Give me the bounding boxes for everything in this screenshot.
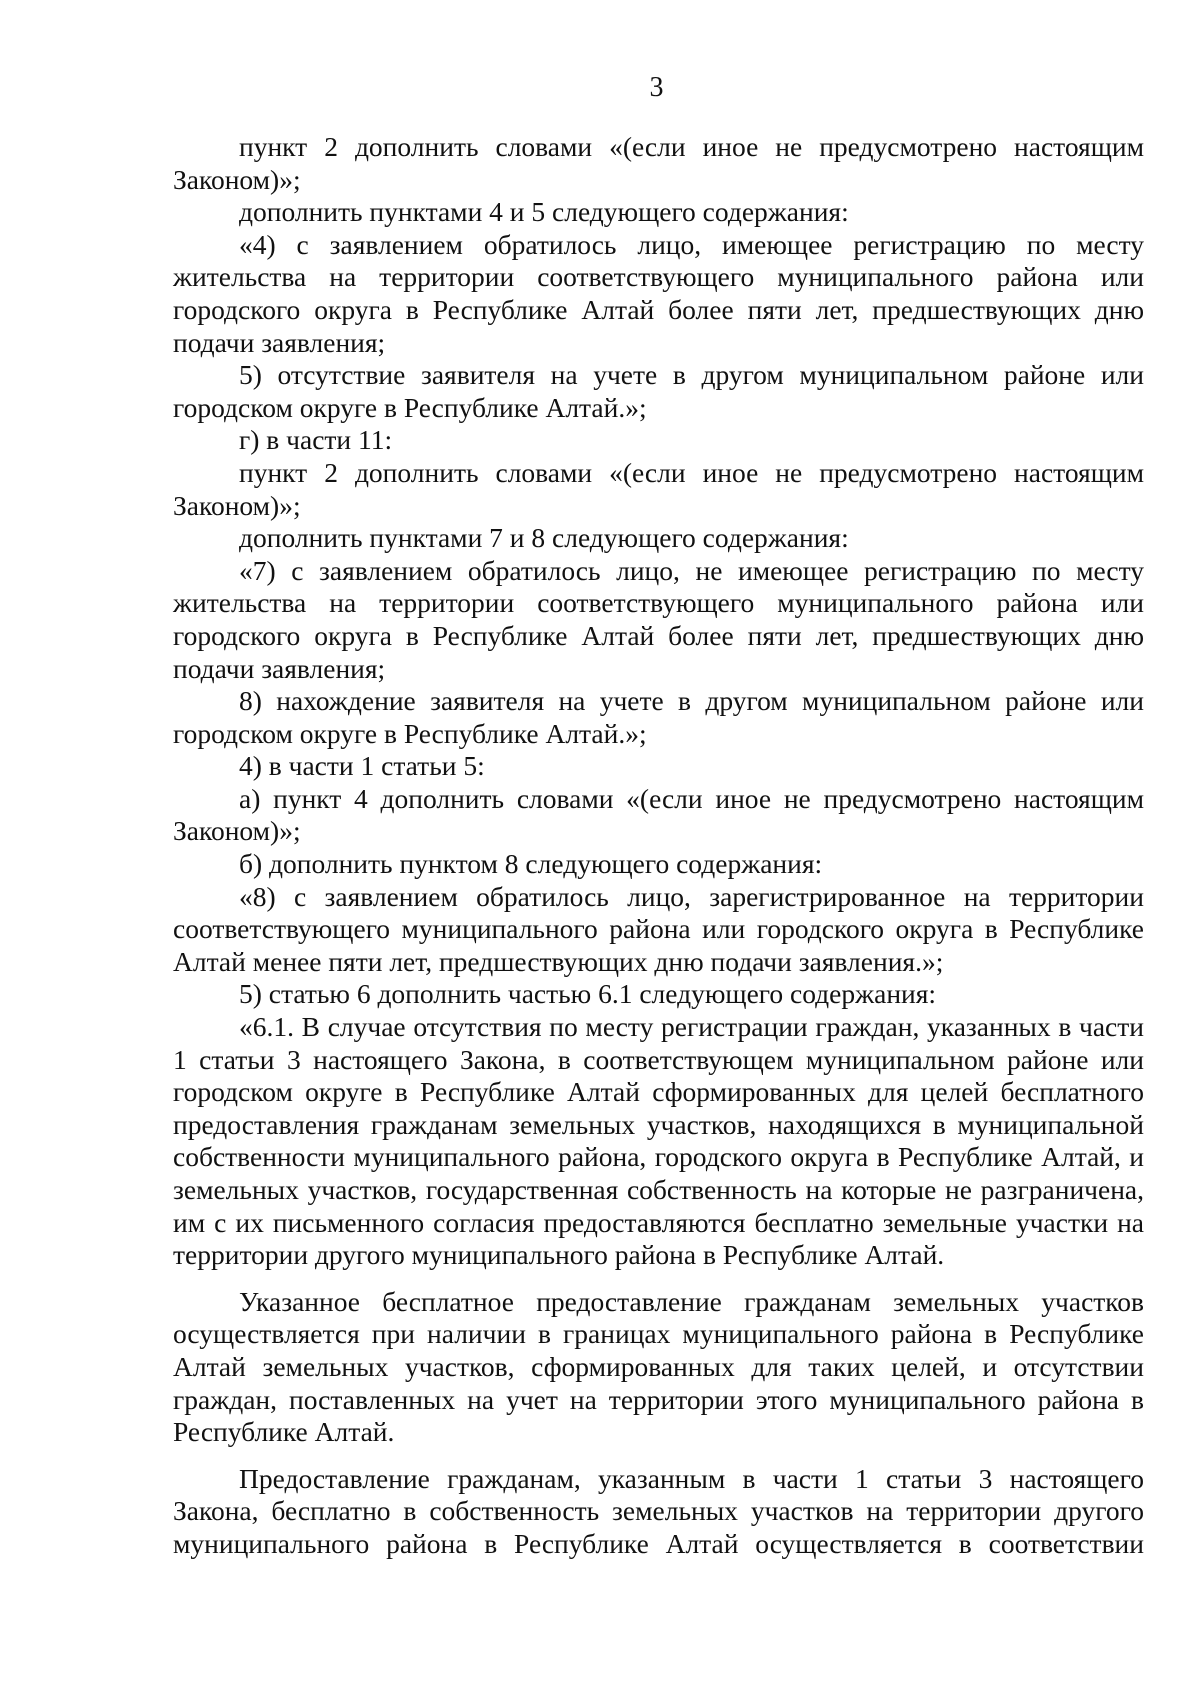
paragraph: 4) в части 1 статьи 5: xyxy=(239,750,485,782)
paragraph: «4) с заявлением обратилось лицо, имеющее регистрацию по месту жительства на территории соответствующего муниципального района или городского округа в Республике Алтай более пяти лет, предшествующих дню подачи заявления; xyxy=(173,228,1144,358)
paragraph: «8) с заявлением обратилось лицо, зарегистрированное на территории соответствующего муниципального района или городского округа в Республике Алтай менее пяти лет, предшествующих дню подачи заявления.»; xyxy=(173,880,1144,977)
paragraph: а) пункт 4 дополнить словами «(если иное не предусмотрено настоящим Законом)»; xyxy=(173,782,1144,847)
paragraph: дополнить пунктами 7 и 8 следующего содержания: xyxy=(239,522,849,554)
document-body xyxy=(173,131,1144,1561)
paragraph: 5) отсутствие заявителя на учете в другом муниципальном районе или городском округе в Республике Алтай.»; xyxy=(173,359,1144,423)
paragraph: «7) с заявлением обратилось лицо, не имеющее регистрацию по месту жительства на территории соответствующего муниципального района или городского округа в Республике Алтай более пяти лет, предшествующих дню подачи заявления; xyxy=(173,554,1144,684)
paragraph: Указанное бесплатное предоставление гражданам земельных участков осуществляется при наличии в границах муниципального района в Республике Алтай земельных участков, сформированных для таких целей, и отсутствии граждан, поставленных на учет на территории этого муниципального района в Республике Алтай. xyxy=(173,1285,1144,1448)
paragraph: б) дополнить пунктом 8 следующего содержания: xyxy=(239,848,823,880)
paragraph: г) в части 11: xyxy=(239,424,393,456)
paragraph: 5) статью 6 дополнить частью 6.1 следующего содержания: xyxy=(239,978,937,1010)
paragraph: пункт 2 дополнить словами «(если иное не предусмотрено настоящим Законом)»; xyxy=(173,456,1144,521)
paragraph: дополнить пунктами 4 и 5 следующего содержания: xyxy=(239,196,849,228)
paragraph: «6.1. В случае отсутствия по месту регистрации граждан, указанных в части 1 статьи 3 настоящего Закона, в соответствующем муниципальном районе или городском округе в Республике Алтай сформированных для целей бесплатного предоставления гражданам земельных участков, находящихся в муниципальной собственности муниципального района, городского округа в Республике Алтай, и земельных участков, государственная собственность на которые не разграничена, им с их письменного согласия предоставляются бесплатно земельные участки на территории другого муниципального района в Республике Алтай. xyxy=(173,1011,1144,1271)
paragraph: 8) нахождение заявителя на учете в другом муниципальном районе или городском округе в Республике Алтай.»; xyxy=(173,685,1144,749)
page-number: 3 xyxy=(649,72,664,103)
paragraph: Предоставление гражданам, указанным в части 1 статьи 3 настоящего Закона, бесплатно в собственность земельных участков на территории другого муниципального района в Республике Алтай осуществляется в соответствии xyxy=(173,1462,1144,1559)
paragraph: пункт 2 дополнить словами «(если иное не предусмотрено настоящим Законом)»; xyxy=(173,131,1144,195)
